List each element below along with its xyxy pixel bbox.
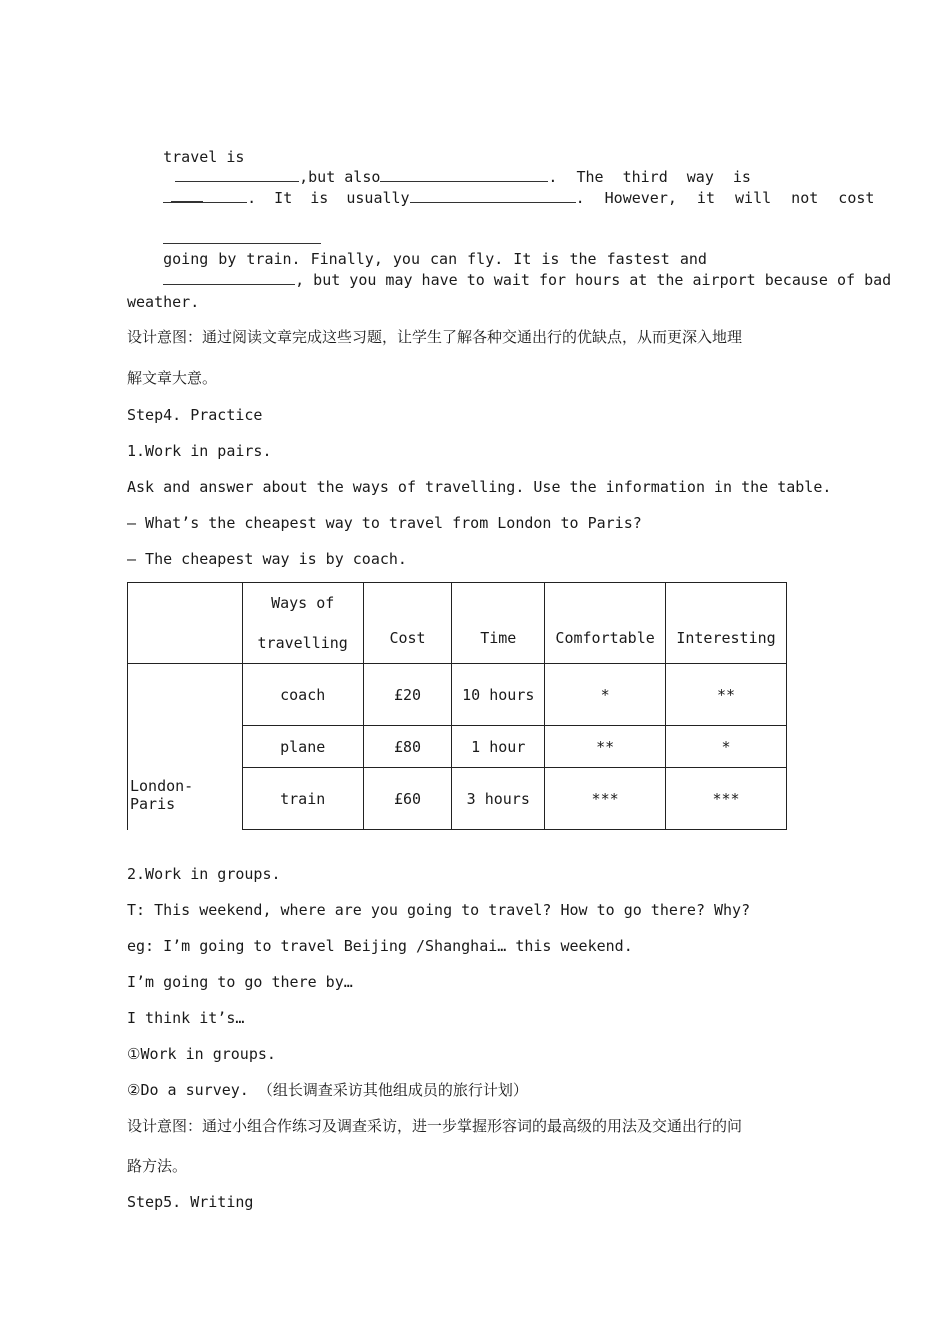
header-ways-line2: travelling xyxy=(257,634,348,652)
sub-item: ①Work in groups. xyxy=(127,1045,276,1063)
table-header-row xyxy=(128,583,787,664)
table-row xyxy=(128,664,787,726)
cost-cell: £80 xyxy=(363,726,452,768)
header-time: Time xyxy=(452,583,545,664)
comfortable-cell: ** xyxy=(545,726,666,768)
text-segment: . The third way is xyxy=(548,168,751,186)
table-corner-cell xyxy=(128,583,243,664)
teacher-question: T: This weekend, where are you going to travel? How to go there? Why? xyxy=(127,901,751,919)
interesting-cell: ** xyxy=(666,664,787,726)
text-segment: . It is usually xyxy=(247,189,410,207)
step4-instruction: Ask and answer about the ways of travelling. Use the information in the table. xyxy=(127,478,832,496)
cost-cell: £60 xyxy=(363,768,452,830)
design-intent-line: 解文章大意。 xyxy=(127,369,218,387)
text-segment: going by train. Finally, you can fly. It is the fastest and xyxy=(163,250,707,268)
way-cell: plane xyxy=(242,726,363,768)
answer-blank[interactable] xyxy=(163,229,321,244)
sub-item: ②Do a survey. （组长调查采访其他组成员的旅行计划） xyxy=(127,1081,528,1099)
travel-ways-table xyxy=(127,582,787,830)
way-cell: train xyxy=(242,768,363,830)
time-cell: 1 hour xyxy=(452,726,545,768)
interesting-cell: *** xyxy=(666,768,787,830)
example-line: I think it’s… xyxy=(127,1009,245,1027)
answer-blank[interactable] xyxy=(163,270,295,285)
route-cell: London- Paris xyxy=(128,664,243,830)
header-ways xyxy=(242,583,363,664)
step4-item1: 1.Work in pairs. xyxy=(127,442,272,460)
cost-cell: £20 xyxy=(363,664,452,726)
step5-title: Step5. Writing xyxy=(127,1193,254,1211)
answer-blank[interactable] xyxy=(410,188,576,203)
design-intent-line: 设计意图：通过阅读文章完成这些习题，让学生了解各种交通出行的优缺点，从而更深入地理 xyxy=(127,328,743,346)
dialogue-question: — What’s the cheapest way to travel from London to Paris? xyxy=(127,514,642,532)
text-segment: . However, it will not cost xyxy=(575,189,875,207)
comfortable-cell: *** xyxy=(545,768,666,830)
answer-blank[interactable] xyxy=(163,188,247,203)
text-segment: ,but also xyxy=(299,168,381,186)
design-intent-line: 设计意图：通过小组合作练习及调查采访，进一步掌握形容词的最高级的用法及交通出行的问 xyxy=(127,1117,743,1135)
example-line: eg: I’m going to travel Beijing /Shanghai… this weekend. xyxy=(127,937,633,955)
time-cell: 3 hours xyxy=(452,768,545,830)
time-cell: 10 hours xyxy=(452,664,545,726)
interesting-cell: * xyxy=(666,726,787,768)
header-ways-line1: Ways of xyxy=(271,594,335,612)
header-comfortable: Comfortable xyxy=(545,583,666,664)
dialogue-answer: — The cheapest way is by coach. xyxy=(127,550,407,568)
example-line: I’m going to go there by… xyxy=(127,973,353,991)
paragraph-line-5: weather. xyxy=(127,293,200,311)
group-work-title: 2.Work in groups. xyxy=(127,865,281,883)
header-cost: Cost xyxy=(363,583,452,664)
step4-title: Step4. Practice xyxy=(127,406,263,424)
way-cell: coach xyxy=(242,664,363,726)
text-segment: , but you may have to wait for hours at the airport because of bad xyxy=(295,271,892,289)
text-segment: travel is xyxy=(163,148,245,166)
header-interesting: Interesting xyxy=(666,583,787,664)
design-intent-line: 路方法。 xyxy=(127,1157,188,1175)
comfortable-cell: * xyxy=(545,664,666,726)
